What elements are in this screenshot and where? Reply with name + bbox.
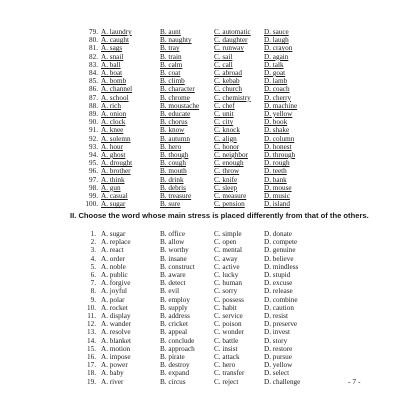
option-a: A. replace — [101, 238, 131, 247]
option-d: D. again — [264, 52, 289, 61]
page-number: - 7 - — [348, 377, 361, 386]
option-c: C. human — [214, 279, 242, 288]
option-d: D. music — [264, 192, 290, 200]
question-number: 14. — [87, 336, 96, 345]
option-c: C. enough — [214, 159, 244, 168]
option-a: A. bomb — [101, 77, 127, 86]
option-b: B. construct — [160, 262, 195, 271]
option-c: C. runway — [214, 44, 244, 53]
option-c: C. city — [214, 118, 234, 127]
option-d: D. goat — [264, 69, 286, 77]
question-number: 2. — [90, 238, 96, 247]
option-b: B. educate — [160, 110, 191, 118]
question-number: 87. — [89, 93, 98, 102]
question-number: 95. — [89, 159, 98, 168]
question-number: 17. — [87, 361, 96, 370]
option-d: D. sauce — [264, 28, 289, 36]
option-d: D. resist — [264, 312, 288, 320]
option-c: C. abroad — [214, 69, 242, 77]
option-c: C. possess — [214, 295, 244, 304]
option-a: A. brother — [101, 167, 131, 176]
option-a: A. caught — [101, 36, 129, 45]
option-c: C. attack — [214, 353, 240, 361]
option-c: C. church — [214, 85, 242, 94]
option-d: D. pursue — [264, 353, 292, 361]
option-a: A. sugar — [101, 230, 126, 238]
option-a: A. wander — [101, 320, 131, 329]
option-a: A. forgive — [101, 279, 131, 288]
option-a: A. joyful — [101, 287, 127, 296]
question-number: 92. — [89, 134, 98, 143]
question-number: 13. — [87, 328, 96, 337]
question-number: 8. — [90, 287, 96, 296]
option-a: A. sugar — [101, 200, 126, 209]
question-number: 98. — [89, 183, 98, 192]
question-number: 4. — [90, 254, 96, 263]
option-b: B. sure — [160, 200, 181, 209]
option-b: B. circus — [160, 377, 186, 386]
question-number: 16. — [87, 353, 96, 361]
option-c: C. align — [214, 134, 237, 143]
question-row — [0, 200, 400, 209]
question-number: 96. — [89, 167, 98, 176]
option-d: D. compete — [264, 238, 298, 247]
option-c: C. unit — [214, 110, 234, 118]
question-number: 84. — [89, 69, 98, 77]
option-b: B. aunt — [160, 28, 181, 36]
option-b: B. character — [160, 85, 195, 94]
option-a: A. rich — [101, 101, 121, 110]
option-d: D. bank — [264, 175, 287, 184]
question-number: 97. — [89, 175, 98, 184]
option-b: B. autumn — [160, 134, 190, 143]
option-a: A. sags — [101, 44, 123, 53]
option-b: B. detect — [160, 279, 186, 288]
option-a: A. display — [101, 312, 131, 320]
option-c: C. chemistry — [214, 93, 251, 102]
option-c: C. mental — [214, 246, 242, 255]
option-b: B. drink — [160, 175, 184, 184]
option-c: C. transfer — [214, 369, 245, 378]
option-b: B. though — [160, 151, 189, 159]
option-d: D. excuse — [264, 279, 293, 288]
option-a: A. clock — [101, 118, 126, 127]
option-c: C. measure — [214, 192, 247, 200]
option-b: B. address — [160, 312, 190, 320]
option-b: B. chrome — [160, 93, 190, 102]
option-c: C. sail — [214, 52, 233, 61]
option-b: B. insane — [160, 254, 187, 263]
option-a: A. knee — [101, 126, 124, 135]
option-c: C. knock — [214, 126, 240, 135]
question-number: 81. — [89, 44, 98, 53]
option-b: B. naughty — [160, 36, 192, 45]
question-number: 19. — [87, 377, 96, 386]
question-number: 3. — [90, 246, 96, 255]
option-c: C. call — [214, 60, 233, 69]
question-number: 7. — [90, 279, 96, 288]
option-c: C. neighbor — [214, 151, 248, 159]
option-d: D. coach — [264, 85, 290, 94]
question-number: 88. — [89, 101, 98, 110]
question-number: 79. — [89, 28, 98, 36]
option-a: A. gun — [101, 183, 121, 192]
option-a: A. school — [101, 93, 129, 102]
option-d: D. through — [264, 151, 296, 159]
option-c: C. sleep — [214, 183, 238, 192]
option-a: A. power — [101, 361, 128, 370]
option-d: D. book — [264, 118, 288, 127]
option-b: B. supply — [160, 303, 188, 312]
option-d: D. mouse — [264, 183, 292, 192]
question-number: 91. — [89, 126, 98, 135]
option-c: C. wonder — [214, 328, 244, 337]
option-d: D. donate — [264, 230, 292, 238]
option-a: A. onion — [101, 110, 127, 118]
option-d: D. stupid — [264, 271, 291, 279]
option-c: C. hero — [214, 361, 236, 370]
option-b: B. debris — [160, 183, 186, 192]
question-number: 89. — [89, 110, 98, 118]
option-b: B. evil — [160, 287, 180, 296]
option-b: B. appeal — [160, 328, 188, 337]
option-b: B. cricket — [160, 320, 188, 329]
option-d: D. lamb — [264, 77, 288, 86]
question-number: 9. — [90, 295, 96, 304]
option-a: A. channel — [101, 85, 133, 94]
option-c: C. habit — [214, 303, 237, 312]
option-a: A. think — [101, 175, 125, 184]
option-c: C. lucky — [214, 271, 239, 279]
option-a: A. river — [101, 377, 124, 386]
option-c: C. open — [214, 238, 237, 247]
option-c: C. honor — [214, 142, 240, 151]
option-c: C. poison — [214, 320, 242, 329]
option-d: D. machine — [264, 101, 298, 110]
option-a: A. noble — [101, 262, 126, 271]
option-a: A. drought — [101, 159, 133, 168]
option-b: B. conclude — [160, 336, 195, 345]
option-b: B. moustache — [160, 101, 200, 110]
question-number: 5. — [90, 262, 96, 271]
option-d: D. column — [264, 134, 295, 143]
option-b: B. aware — [160, 271, 186, 279]
option-d: D. rough — [264, 159, 290, 168]
question-number: 80. — [89, 36, 98, 45]
option-d: D. story — [264, 336, 288, 345]
option-c: C. service — [214, 312, 243, 320]
option-a: A. blanket — [101, 336, 131, 345]
option-b: B. know — [160, 126, 185, 135]
option-b: B. climb — [160, 77, 185, 86]
option-a: A. ball — [101, 60, 121, 69]
question-number: 83. — [89, 60, 98, 69]
option-c: C. kebab — [214, 77, 240, 86]
option-a: A. solemn — [101, 134, 131, 143]
option-b: B. calm — [160, 60, 183, 69]
question-number: 90. — [89, 118, 98, 127]
option-d: D. talk — [264, 60, 284, 69]
option-d: D. invest — [264, 328, 290, 337]
option-a: A. hour — [101, 142, 123, 151]
option-a: A. baby — [101, 369, 124, 378]
option-b: B. coat — [160, 69, 181, 77]
option-c: C. throw — [214, 167, 240, 176]
option-d: D. combine — [264, 295, 298, 304]
question-row — [0, 378, 400, 387]
option-d: D. select — [264, 369, 290, 378]
question-number: 82. — [89, 52, 98, 61]
option-d: D. believe — [264, 254, 294, 263]
question-number: 93. — [89, 142, 98, 151]
option-a: A. ghost — [101, 151, 126, 159]
option-b: B. worthy — [160, 246, 189, 255]
question-number: 18. — [87, 369, 96, 378]
option-d: D. caution — [264, 303, 294, 312]
option-b: B. allow — [160, 238, 185, 247]
option-a: A. order — [101, 254, 125, 263]
question-number: 11. — [87, 312, 96, 320]
option-d: D. genuine — [264, 246, 296, 255]
option-a: A. casual — [101, 192, 128, 200]
question-number: 100. — [85, 200, 98, 209]
option-d: D. preserve — [264, 320, 298, 329]
option-c: C. pension — [214, 200, 245, 209]
option-a: A. boat — [101, 69, 123, 77]
question-number: 99. — [89, 192, 98, 200]
question-number: 94. — [89, 151, 98, 159]
question-number: 12. — [87, 320, 96, 329]
option-b: B. hero — [160, 142, 182, 151]
option-b: B. cough — [160, 159, 186, 168]
question-number: 15. — [87, 344, 96, 353]
option-c: C. simple — [214, 230, 242, 238]
option-b: B. approach — [160, 344, 195, 353]
option-c: C. battle — [214, 336, 239, 345]
option-d: D. honest — [264, 142, 292, 151]
option-c: C. active — [214, 262, 240, 271]
option-d: D. island — [264, 200, 290, 209]
option-d: D. cherry — [264, 93, 292, 102]
option-a: A. resolve — [101, 328, 131, 337]
question-number: 85. — [89, 77, 98, 86]
option-a: A. public — [101, 271, 128, 279]
option-a: A. polar — [101, 295, 125, 304]
option-d: D. teeth — [264, 167, 287, 176]
option-a: A. snail — [101, 52, 124, 61]
question-number: 6. — [90, 271, 96, 279]
option-c: C. knife — [214, 175, 238, 184]
option-b: B. office — [160, 230, 186, 238]
option-b: B. treasure — [160, 192, 192, 200]
option-a: A. impose — [101, 353, 131, 361]
option-b: B. tray — [160, 44, 180, 53]
option-d: D. laugh — [264, 36, 289, 45]
question-number: 1. — [90, 230, 96, 238]
option-b: B. employ — [160, 295, 190, 304]
option-c: C. chef — [214, 101, 235, 110]
option-d: D. challenge — [264, 377, 301, 386]
option-b: B. mouth — [160, 167, 187, 176]
option-c: C. sorry — [214, 287, 238, 296]
option-d: D. yellow — [264, 361, 293, 370]
option-b: B. train — [160, 52, 182, 61]
option-c: C. automatic — [214, 28, 251, 36]
option-d: D. crayon — [264, 44, 293, 53]
option-c: C. insist — [214, 344, 238, 353]
option-a: A. rocket — [101, 303, 128, 312]
question-number: 10. — [87, 303, 96, 312]
option-c: C. daughter — [214, 36, 248, 45]
option-d: D. release — [264, 287, 293, 296]
option-d: D. restore — [264, 344, 293, 353]
option-c: C. reject — [214, 377, 239, 386]
option-b: B. destroy — [160, 361, 190, 370]
option-a: A. laundry — [101, 28, 132, 36]
option-d: D. shake — [264, 126, 290, 135]
option-b: B. expand — [160, 369, 190, 378]
option-b: B. pirate — [160, 353, 185, 361]
option-d: D. mindless — [264, 262, 299, 271]
question-number: 86. — [89, 85, 98, 94]
option-d: D. yellow — [264, 110, 293, 118]
option-c: C. away — [214, 254, 238, 263]
option-b: B. chorus — [160, 118, 188, 127]
option-a: A. react — [101, 246, 124, 255]
section-instruction: II. Choose the word whose main stress is placed differently from that of the others. — [70, 211, 369, 220]
option-a: A. motion — [101, 344, 131, 353]
